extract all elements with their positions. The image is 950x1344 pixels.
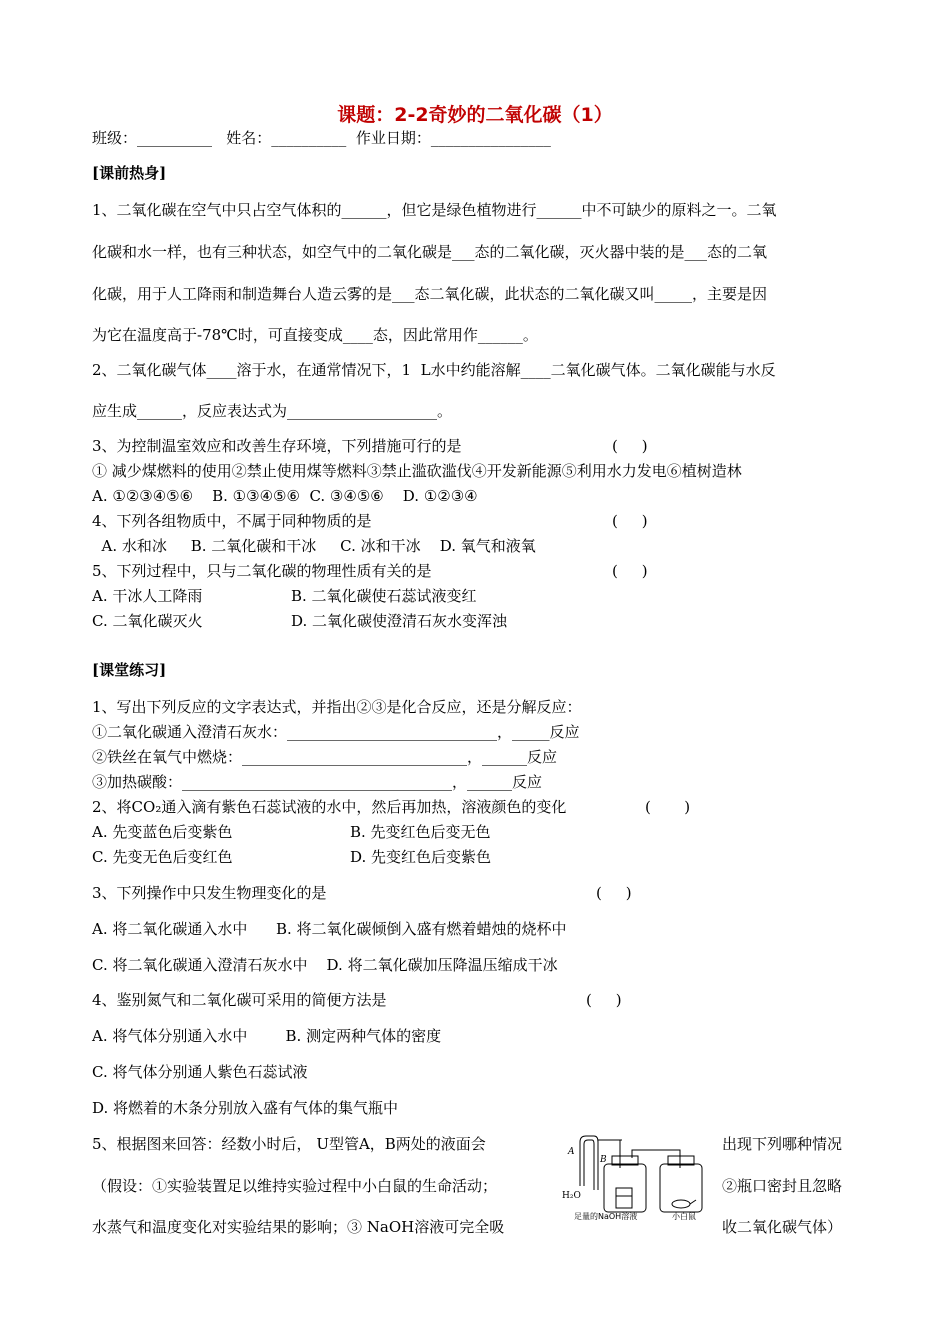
ic-q5-left-line-3: 水蒸气和温度变化对实验结果的影响；③ NaOH溶液可完全吸 — [92, 1218, 505, 1236]
q5-answer-bracket: ( ) — [612, 562, 648, 580]
bottle-mouse-icon — [660, 1164, 702, 1212]
ic-q5-left-line-1: 5、根据图来回答：经数小时后， U型管A，B两处的液面会 — [92, 1135, 486, 1153]
ic-q2-answer-bracket: ( ) — [645, 798, 691, 816]
experiment-apparatus-figure — [560, 1128, 710, 1220]
ic-q5-right-line-2: ②瓶口密封且忽略 — [722, 1177, 843, 1195]
fig-label-water: H₂O — [562, 1191, 581, 1201]
ic-q1-reaction-1: ①二氧化碳通入澄清石灰水：____________________________，_____反应 — [92, 723, 580, 741]
apparatus-drawing — [560, 1128, 710, 1220]
ic-q2-option-d: D. 先变红色后变紫色 — [350, 848, 492, 866]
q1-line-3: 化碳，用于人工降雨和制造舞台人造云雾的是___态二氧化碳，此状态的二氧化碳又叫_____，主要是因 — [92, 285, 768, 303]
q2-line-2: 应生成______，反应表达式为____________________。 — [92, 402, 453, 420]
q1-line-2: 化碳和水一样，也有三种状态，如空气中的二氧化碳是___态的二氧化碳，灭火器中装的是___态的二氧 — [92, 243, 768, 261]
ic-q3-options-row-1: A. 将二氧化碳通入水中 B. 将二氧化碳倾倒入盛有燃着蜡烛的烧杯中 — [92, 920, 567, 938]
ic-q2-option-c: C. 先变无色后变红色 — [92, 848, 233, 866]
header-info-line: 班级：__________ 姓名：__________ 作业日期：________________ — [92, 129, 551, 147]
ic-q4-options-row-1: A. 将气体分别通入水中 B. 测定两种气体的密度 — [92, 1027, 442, 1045]
fig-label-a: A — [568, 1147, 575, 1157]
u-tube-icon — [580, 1136, 598, 1190]
ic-q1-reaction-2: ②铁丝在氧气中燃烧：______________________________，______反应 — [92, 748, 558, 766]
ic-q2-stem: 2、将CO₂通入滴有紫色石蕊试液的水中，然后再加热，溶液颜色的变化 — [92, 798, 567, 816]
ic-q1-reaction-3: ③加热碳酸：____________________________________，______反应 — [92, 773, 543, 791]
ic-q5-left-line-2: （假设：①实验装置足以维持实验过程中小白鼠的生命活动； — [92, 1177, 498, 1195]
fig-label-naoh: 足量的NaOH溶液 — [574, 1212, 638, 1220]
q1-line-4: 为它在温度高于-78℃时，可直接变成____态，因此常用作______。 — [92, 326, 538, 344]
mouse-icon — [672, 1200, 690, 1208]
q2-line-1: 2、二氧化碳气体____溶于水，在通常情况下，1 L水中约能溶解____二氧化碳气体。二氧化碳能与水反 — [92, 361, 776, 379]
beaker-icon — [616, 1188, 632, 1208]
q3-answer-bracket: ( ) — [612, 437, 648, 455]
page-title: 课题：2-2奇妙的二氧化碳（1） — [337, 104, 613, 126]
ic-q4-answer-bracket: ( ) — [586, 991, 622, 1009]
q4-options: A. 水和冰 B. 二氧化碳和干冰 C. 冰和干冰 D. 氧气和液氧 — [92, 537, 536, 555]
ic-q3-stem: 3、下列操作中只发生物理变化的是 — [92, 884, 327, 902]
q3-stem: 3、为控制温室效应和改善生存环境，下列措施可行的是 — [92, 437, 462, 455]
ic-q2-option-b: B. 先变红色后变无色 — [350, 823, 491, 841]
ic-q4-options-row-3: D. 将燃着的木条分别放入盛有气体的集气瓶中 — [92, 1099, 399, 1117]
ic-q3-options-row-2: C. 将二氧化碳通入澄清石灰水中 D. 将二氧化碳加压降温压缩成干冰 — [92, 956, 558, 974]
q5-option-c: C. 二氧化碳灭火 — [92, 612, 203, 630]
ic-q1-stem: 1、写出下列反应的文字表达式，并指出②③是化合反应，还是分解反应： — [92, 698, 582, 716]
ic-q4-options-row-2: C. 将气体分别通人紫色石蕊试液 — [92, 1063, 308, 1081]
q3-options: A. ①②③④⑤⑥ B. ①③④⑤⑥ C. ③④⑤⑥ D. ①②③④ — [92, 487, 478, 505]
ic-q3-answer-bracket: ( ) — [596, 884, 632, 902]
q4-answer-bracket: ( ) — [612, 512, 648, 530]
ic-q2-option-a: A. 先变蓝色后变紫色 — [92, 823, 233, 841]
q3-items: ① 减少煤燃料的使用②禁止使用煤等燃料③禁止滥砍滥伐④开发新能源⑤利用水力发电⑥植树造林 — [92, 462, 742, 480]
q5-option-b: B. 二氧化碳使石蕊试液变红 — [291, 587, 477, 605]
q4-stem: 4、下列各组物质中，不属于同种物质的是 — [92, 512, 372, 530]
q5-option-d: D. 二氧化碳使澄清石灰水变浑浊 — [291, 612, 508, 630]
ic-q4-stem: 4、鉴别氮气和二氧化碳可采用的简便方法是 — [92, 991, 387, 1009]
section-heading-inclass: [课堂练习] — [92, 661, 167, 679]
section-heading-preclass: [课前热身] — [92, 164, 167, 182]
q5-stem: 5、下列过程中，只与二氧化碳的物理性质有关的是 — [92, 562, 432, 580]
q1-line-1: 1、二氧化碳在空气中只占空气体积的______，但它是绿色植物进行______中不可缺少的原料之一。二氧 — [92, 201, 777, 219]
ic-q5-right-line-3: 收二氧化碳气体） — [722, 1218, 843, 1236]
fig-label-mouse: 小白鼠 — [672, 1212, 696, 1220]
fig-label-b: B — [600, 1155, 607, 1165]
ic-q5-right-line-1: 出现下列哪种情况 — [722, 1135, 843, 1153]
q5-option-a: A. 干冰人工降雨 — [92, 587, 203, 605]
